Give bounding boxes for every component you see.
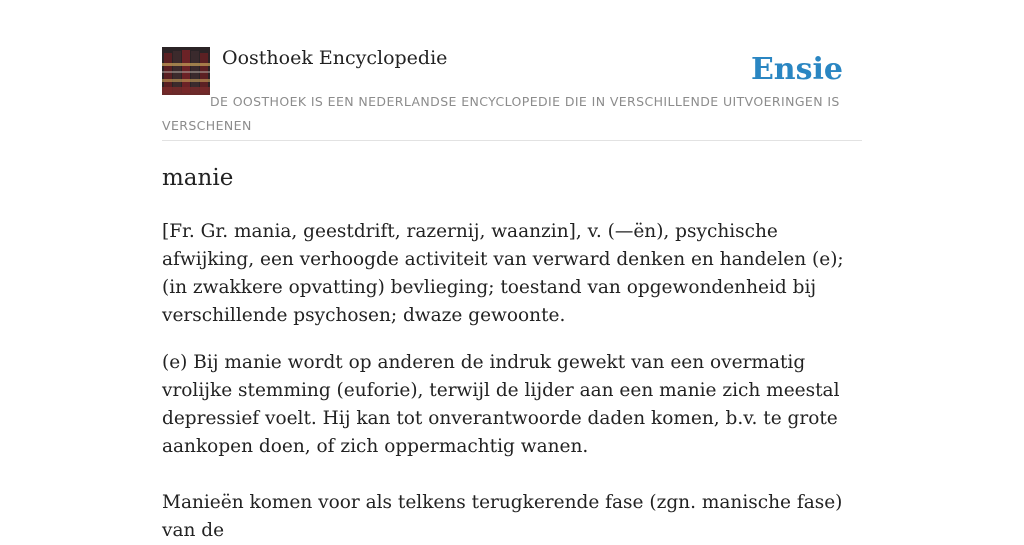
brand-logo-link[interactable]: Ensie	[750, 52, 843, 87]
site-tagline: DE OOSTHOEK IS EEN NEDERLANDSE ENCYCLOPEDIE DIE IN VERSCHILLENDE UITVOERINGEN IS VERSCHENEN	[162, 94, 840, 133]
site-header	[162, 46, 862, 141]
entry-title: manie	[162, 165, 234, 191]
site-name[interactable]: Oosthoek Encyclopedie	[222, 47, 448, 69]
article-content	[162, 160, 862, 545]
book-spines-avatar-icon	[162, 47, 210, 95]
article-paragraph: [Fr. Gr. mania, geestdrift, razernij, waanzin], v. (—ën), psychische afwijking, een verhoogde activiteit van verward denken en handelen (e); (in zwakkere opvatting) bevlieging; toestand van opgewondenheid bij verschillende psychosen; dwaze gewoonte.	[162, 221, 844, 326]
article-paragraph: (e) Bij manie wordt op anderen de indruk gewekt van een overmatig vrolijke stemming (euforie), terwijl de lijder aan een manie zich meestal depressief voelt. Hij kan tot onverantwoorde daden komen, b.v. te grote aankopen doen, of zich oppermachtig wanen.	[162, 352, 840, 457]
article-paragraph: Manieën komen voor als telkens terugkerende fase (zgn. manische fase) van de	[162, 492, 843, 541]
site-avatar[interactable]	[162, 47, 210, 95]
